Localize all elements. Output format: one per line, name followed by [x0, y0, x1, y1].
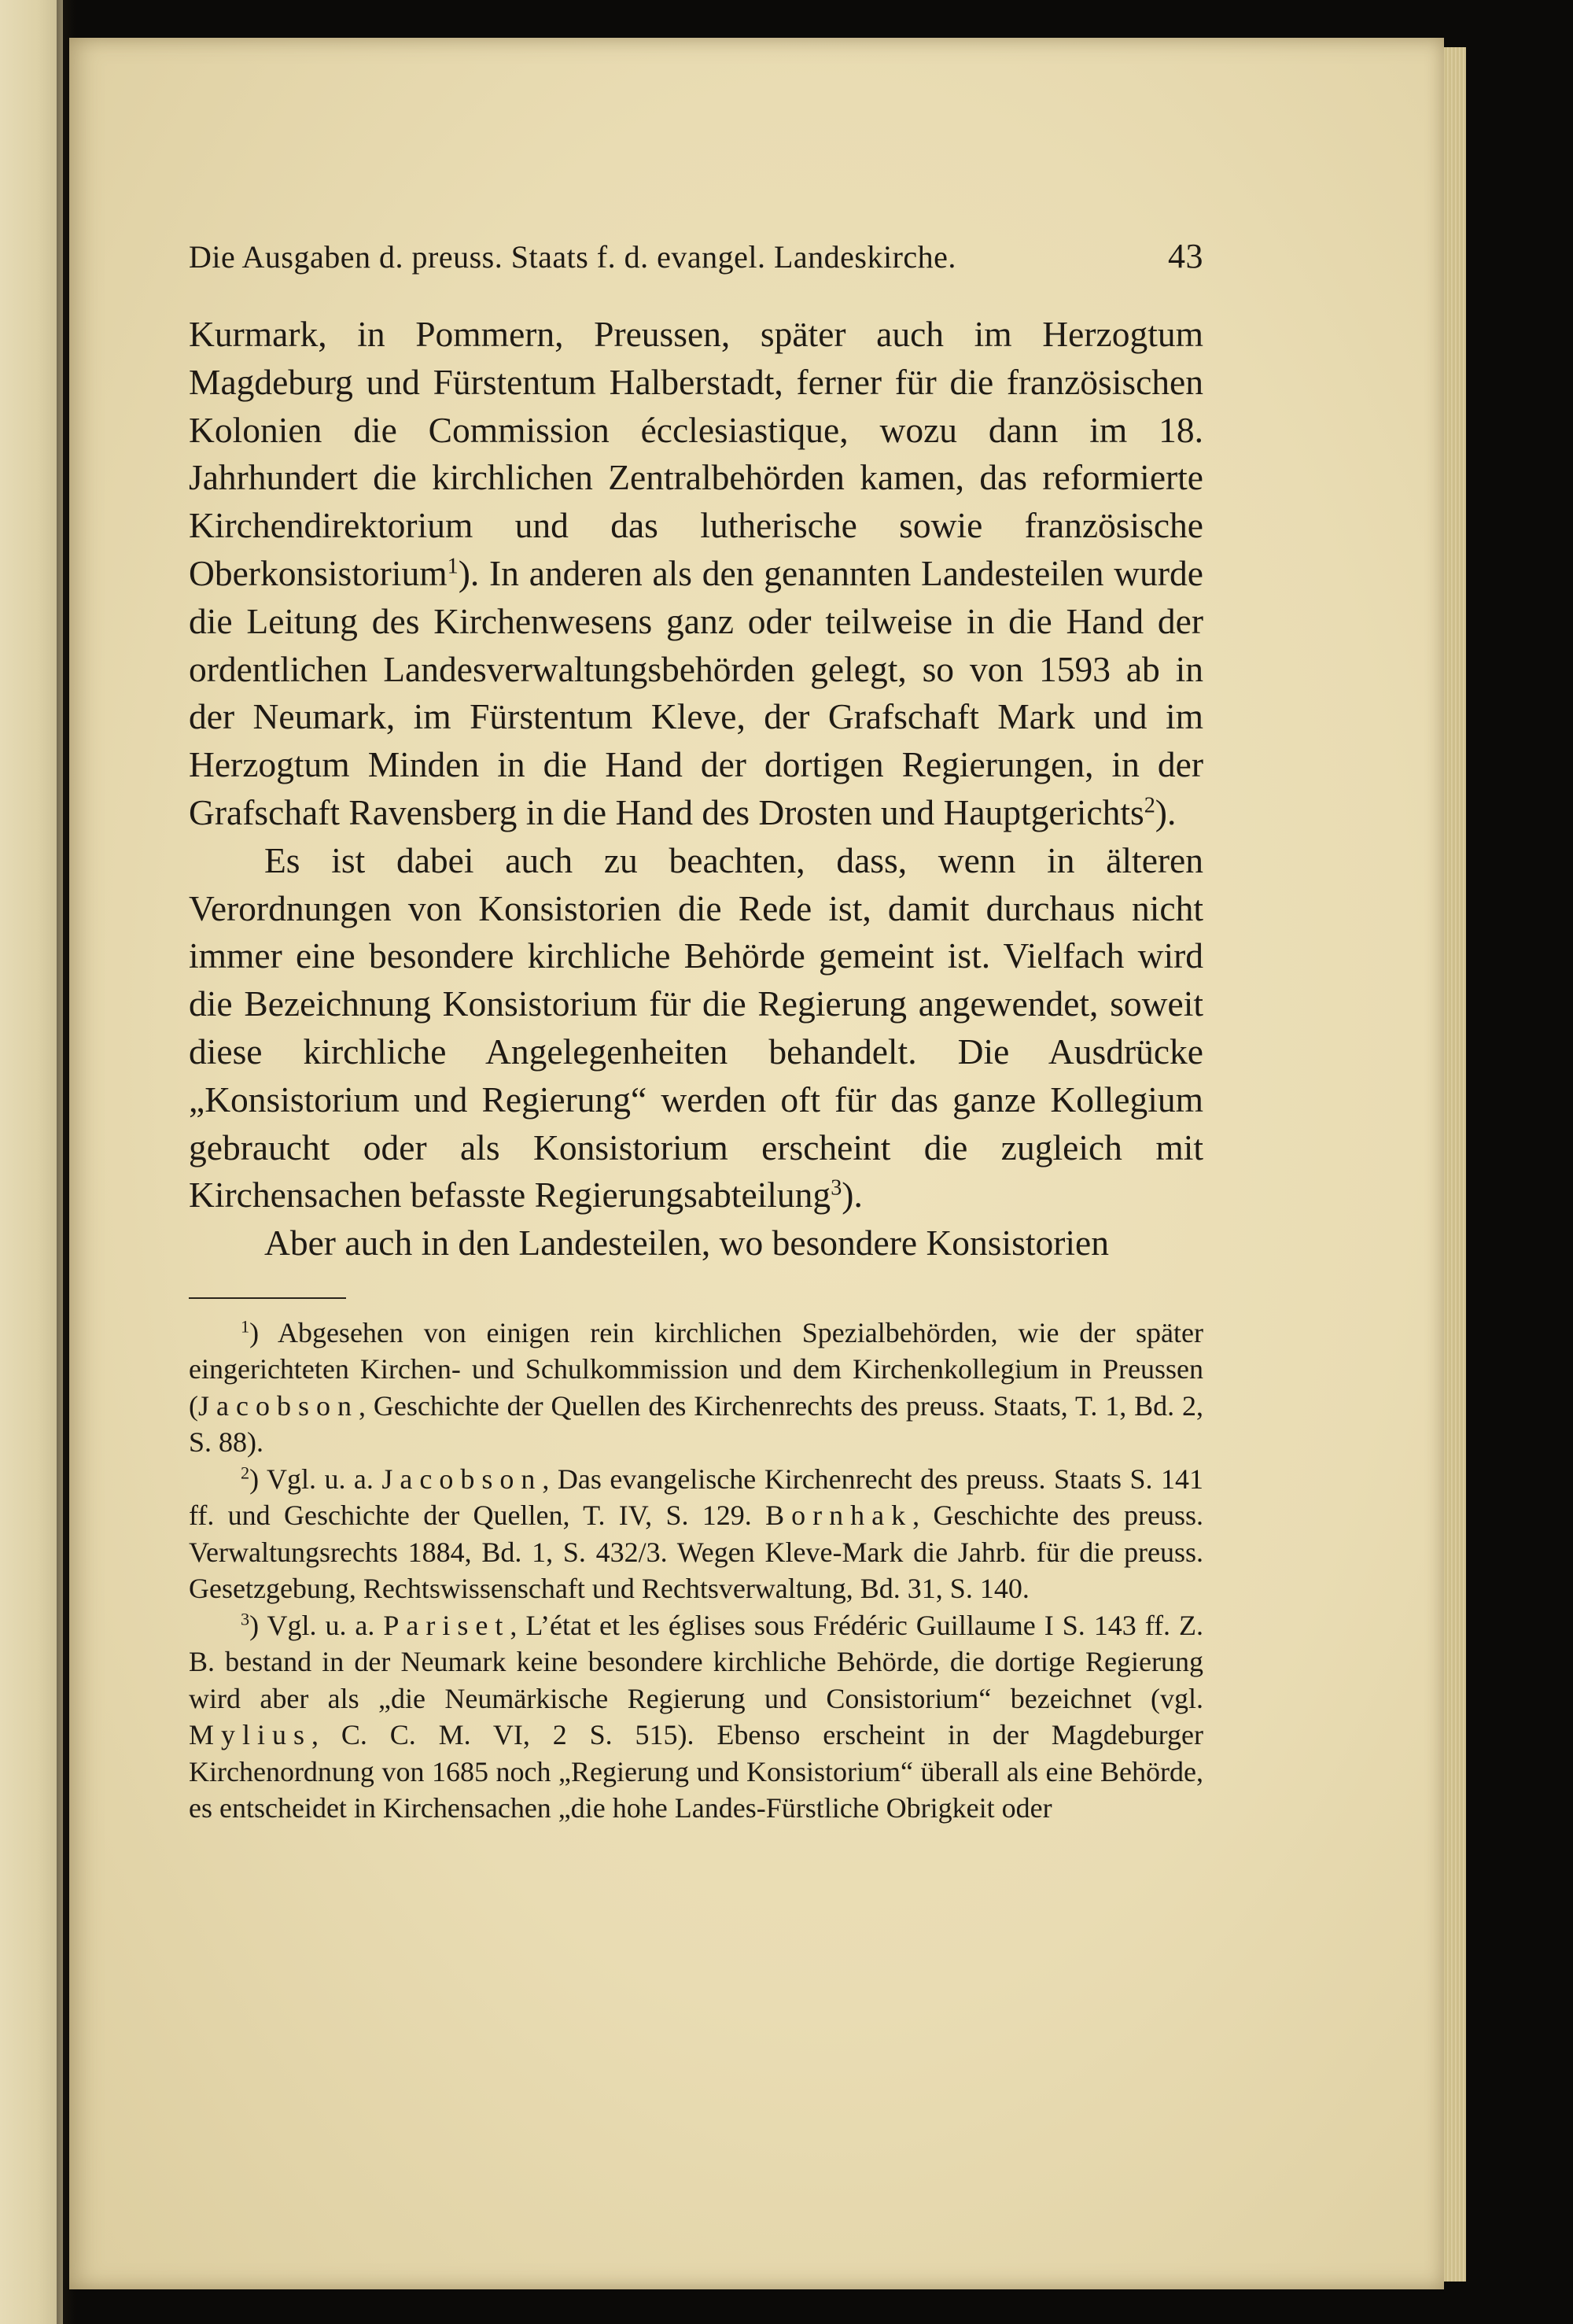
paragraph: Aber auch in den Landesteilen, wo besondere Konsistorien: [264, 1223, 1109, 1263]
footnote-rule: [189, 1297, 346, 1299]
footnotes: [189, 1315, 1203, 1827]
footnote-ref: 3: [831, 1175, 842, 1201]
author-name: Bornhak: [765, 1500, 913, 1532]
running-title: Die Ausgaben d. preuss. Staats f. d. evangel. Landeskirche.: [189, 239, 956, 275]
paragraph: Kurmark, in Pommern, Preussen, später auch im Herzogtum Magdeburg und Fürstentum Halberstadt, ferner für die französischen Kolonien die Commission écclesiastique, wozu dann im 18. Jahrhundert die kirchlichen Zentralbehörden kamen, das reformierte Kirchendirektorium und das lutherische sowie französische Oberkonsistorium$^1$). In anderen als den genannten Landesteilen wurde die Leitung des Kirchenwesens ganz oder teilweise in die Hand der ordentlichen Landesverwaltungsbehörden gelegt, so von 1593 ab in der Neumark, im Fürstentum Kleve, der Grafschaft Mark und im Herzogtum Minden in die Hand der dortigen Regierungen, in der Grafschaft Ravensberg in die Hand des Drosten und Hauptgerichts$^2$).: [189, 314, 1203, 832]
footnote: $^3$) Vgl. u. a. Pariset, L’état et les églises sous Frédéric Guillaume I S. 143 ff. Z. B. bestand in der Neumark keine besondere kirchliche Behörde, die dortige Regierung wird aber als „die Neumärkische Regierung und Consistorium“ bezeichnet (vgl. Mylius, C. C. M. VI, 2 S. 515). Ebenso erscheint in der Magdeburger Kirchenordnung von 1685 noch „Regierung und Konsistorium“ überall als eine Behörde, es entscheidet in Kirchensachen „die hohe Landes-Fürstliche Obrigkeit oder: [189, 1609, 1203, 1824]
author-name: Mylius: [189, 1719, 312, 1751]
running-head: [189, 236, 1203, 276]
author-name: Pariset: [383, 1609, 510, 1641]
footnote-ref: 2: [1144, 793, 1155, 818]
previous-page-edge: [0, 0, 63, 2324]
author-name: Jacobson: [381, 1463, 543, 1495]
page-content: [189, 236, 1203, 1827]
footnote: $^2$) Vgl. u. a. Jacobson, Das evangelische Kirchenrecht des preuss. Staats S. 141 ff. und Geschichte der Quellen, T. IV, S. 129. Bornhak, Geschichte des preuss. Verwaltungsrechts 1884, Bd. 1, S. 432/3. Wegen Kleve-Mark die Jahrb. für die preuss. Gesetzgebung, Rechtswissenschaft und Rechtsverwaltung, Bd. 31, S. 140.: [189, 1463, 1203, 1605]
footnote-ref: 1: [447, 554, 459, 579]
author-name: Jacobson: [198, 1389, 359, 1422]
footnote: $^1$) Abgesehen von einigen rein kirchlichen Spezialbehörden, wie der später eingerichteten Kirchen- und Schulkommission und dem Kirchenkollegium in Preussen (Jacobson, Geschichte der Quellen des Kirchenrechts des preuss. Staats, T. 1, Bd. 2, S. 88).: [189, 1316, 1203, 1459]
page-stack-edge: [1444, 47, 1466, 2282]
page-number: 43: [1168, 237, 1203, 275]
paragraph: Es ist dabei auch zu beachten, dass, wenn in älteren Verordnungen von Konsistorien die Rede ist, damit durchaus nicht immer eine besondere kirchliche Behörde gemeint ist. Vielfach wird die Bezeichnung Konsistorium für die Regierung angewendet, soweit diese kirchliche Angelegenheiten behandelt. Die Ausdrücke „Konsistorium und Regierung“ werden oft für das ganze Kollegium gebraucht oder als Konsistorium erscheint die zugleich mit Kirchensachen befasste Regierungsabteilung$^3$).: [189, 839, 1203, 1215]
body-text: [189, 311, 1203, 1267]
